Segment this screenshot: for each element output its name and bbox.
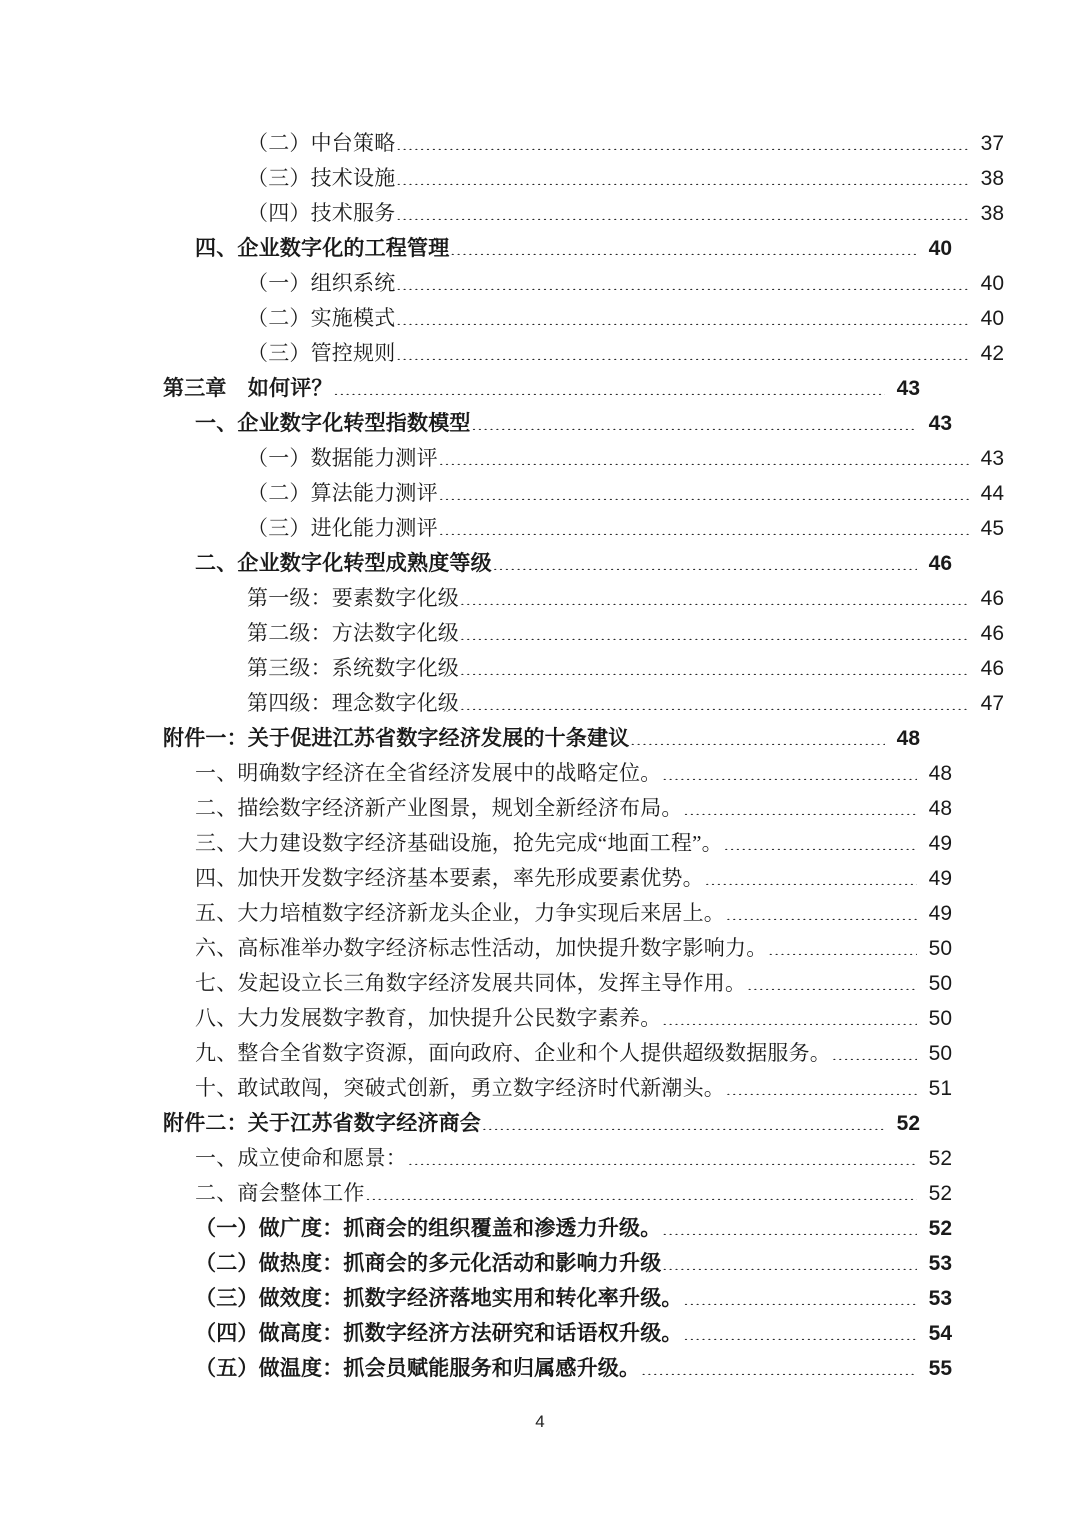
toc-entry-page-number: 52 [928,1147,952,1170]
toc-entry[interactable] [163,476,1004,511]
toc-entry[interactable] [163,1106,920,1141]
toc-leader-dots [630,724,885,745]
toc-entry-page-number: 38 [980,167,1004,190]
toc-entry-page-number: 37 [980,132,1004,155]
toc-entry[interactable] [163,826,952,861]
toc-leader-dots [482,1109,885,1130]
toc-entry[interactable] [163,931,952,966]
toc-entry[interactable] [163,756,952,791]
toc-entry[interactable] [163,1316,952,1351]
toc-entry-page-number: 53 [928,1287,952,1310]
toc-leader-dots [832,1039,917,1060]
toc-leader-dots [641,1354,917,1375]
toc-leader-dots [396,129,969,150]
toc-entry-page-number: 40 [980,272,1004,295]
toc-entry[interactable] [163,1281,952,1316]
toc-leader-dots [472,409,917,430]
toc-entry[interactable] [163,791,952,826]
toc-leader-dots [684,1319,917,1340]
toc-entry[interactable] [163,336,1004,371]
toc-entry-page-number: 49 [928,902,952,925]
toc-entry[interactable] [163,966,952,1001]
toc-leader-dots [684,1284,917,1305]
toc-entry-label: 第四级：理念数字化级 [247,691,459,715]
toc-entry-page-number: 43 [928,412,952,435]
toc-entry-label: （二）实施模式 [247,306,396,330]
toc-leader-dots [439,479,969,500]
toc-entry-label: 一、企业数字化转型指数模型 [195,411,471,435]
toc-entry[interactable] [163,126,1004,161]
toc-entry-page-number: 38 [980,202,1004,225]
toc-leader-dots [396,269,969,290]
toc-leader-dots [460,654,969,675]
toc-entry[interactable] [163,441,1004,476]
toc-entry-label: 二、描绘数字经济新产业图景，规划全新经济布局。 [195,796,683,820]
toc-entry-page-number: 53 [928,1252,952,1275]
toc-leader-dots [460,584,969,605]
toc-entry-label: 四、企业数字化的工程管理 [195,236,450,260]
toc-leader-dots [460,619,969,640]
toc-entry-label: 附件一：关于促进江苏省数字经济发展的十条建议 [163,726,630,750]
toc-entry[interactable] [163,896,952,931]
toc-entry[interactable] [163,231,952,266]
toc-entry[interactable] [163,1351,952,1386]
toc-entry-label: 六、高标准举办数字经济标志性活动，加快提升数字影响力。 [195,936,768,960]
toc-entry-label: （一）数据能力测评 [247,446,438,470]
toc-leader-dots [408,1144,917,1165]
toc-entry-label: 附件二：关于江苏省数字经济商会 [163,1111,481,1135]
toc-entry[interactable] [163,686,1004,721]
toc-entry[interactable] [163,1001,952,1036]
toc-entry-page-number: 55 [928,1357,952,1380]
toc-leader-dots [396,339,969,360]
toc-entry-page-number: 42 [980,342,1004,365]
toc-entry-label: （一）做广度：抓商会的组织覆盖和渗透力升级。 [195,1216,662,1240]
toc-leader-dots [662,1214,917,1235]
toc-entry-label: （一）组织系统 [247,271,396,295]
toc-entry[interactable] [163,651,1004,686]
toc-leader-dots [726,899,917,920]
toc-entry-label: 第三级：系统数字化级 [247,656,459,680]
toc-entry[interactable] [163,861,952,896]
toc-leader-dots [747,969,917,990]
toc-leader-dots [684,794,917,815]
toc-entry-page-number: 49 [928,867,952,890]
toc-entry-page-number: 50 [928,972,952,995]
toc-leader-dots [439,514,969,535]
toc-entry-page-number: 47 [980,692,1004,715]
toc-leader-dots [366,1179,917,1200]
toc-entry-page-number: 52 [928,1217,952,1240]
toc-leader-dots [460,689,969,710]
toc-entry-label: （五）做温度：抓会员赋能服务和归属感升级。 [195,1356,641,1380]
toc-leader-dots [705,864,917,885]
toc-entry-page-number: 45 [980,517,1004,540]
toc-entry-page-number: 46 [980,587,1004,610]
toc-leader-dots [396,199,969,220]
toc-entry[interactable] [163,1141,952,1176]
toc-entry[interactable] [163,1211,952,1246]
toc-leader-dots [662,759,917,780]
toc-entry-label: （三）做效度：抓数字经济落地实用和转化率升级。 [195,1286,683,1310]
toc-entry[interactable] [163,1246,952,1281]
toc-entry-label: （二）算法能力测评 [247,481,438,505]
toc-entry-page-number: 50 [928,937,952,960]
toc-entry-label: 五、大力培植数字经济新龙头企业，力争实现后来居上。 [195,901,725,925]
footer-page-number: 4 [535,1412,545,1431]
toc-leader-dots [768,934,917,955]
toc-leader-dots [439,444,969,465]
toc-entry-label: 十、敢试敢闯，突破式创新，勇立数字经济时代新潮头。 [195,1076,725,1100]
toc-entry-page-number: 50 [928,1007,952,1030]
toc-entry[interactable] [163,196,1004,231]
toc-entry-page-number: 49 [928,832,952,855]
toc-leader-dots [450,234,917,255]
toc-entry-label: 二、企业数字化转型成熟度等级 [195,551,492,575]
toc-entry-page-number: 50 [928,1042,952,1065]
toc-entry-page-number: 51 [928,1077,952,1100]
toc-leader-dots [662,1249,917,1270]
toc-entry-page-number: 46 [980,657,1004,680]
toc-entry-label: 二、商会整体工作 [195,1181,365,1205]
toc-entry-label: 第三章 如何评？ [163,376,333,400]
toc-entry[interactable] [163,161,1004,196]
toc-entry-page-number: 54 [928,1322,952,1345]
toc-entry-label: 第二级：方法数字化级 [247,621,459,645]
toc-entry[interactable] [163,1071,952,1106]
toc-entry-label: （二）中台策略 [247,131,396,155]
toc-leader-dots [334,374,885,395]
toc-entry-page-number: 40 [928,237,952,260]
toc-entry[interactable] [163,371,920,406]
toc-entry-page-number: 40 [980,307,1004,330]
toc-entry[interactable] [163,616,1004,651]
toc-entry-page-number: 46 [928,552,952,575]
toc-entry-page-number: 43 [980,447,1004,470]
toc-entry-label: 八、大力发展数字教育，加快提升公民数字素养。 [195,1006,662,1030]
toc-entry[interactable] [163,546,952,581]
toc-entry-label: 九、整合全省数字资源，面向政府、企业和个人提供超级数据服务。 [195,1041,831,1065]
toc-entry-label: （二）做热度：抓商会的多元化活动和影响力升级 [195,1251,662,1275]
toc-entry-label: 三、大力建设数字经济基础设施，抢先完成“地面工程”。 [195,831,723,855]
toc-entry-label: （三）进化能力测评 [247,516,438,540]
toc-entry-page-number: 46 [980,622,1004,645]
toc-leader-dots [493,549,917,570]
toc-entry-label: 七、发起设立长三角数字经济发展共同体，发挥主导作用。 [195,971,747,995]
toc-leader-dots [396,164,969,185]
toc-entry-label: （三）技术设施 [247,166,396,190]
toc-entry-page-number: 52 [896,1112,920,1135]
table-of-contents [163,126,1004,1386]
toc-entry-page-number: 43 [896,377,920,400]
toc-entry-page-number: 48 [928,797,952,820]
toc-entry[interactable] [163,511,1004,546]
toc-entry-page-number: 48 [896,727,920,750]
toc-entry[interactable] [163,301,1004,336]
toc-leader-dots [726,1074,917,1095]
toc-entry[interactable] [163,406,952,441]
toc-leader-dots [724,829,917,850]
toc-entry[interactable] [163,721,920,756]
toc-leader-dots [396,304,969,325]
toc-entry[interactable] [163,266,1004,301]
toc-entry-label: 第一级：要素数字化级 [247,586,459,610]
toc-entry[interactable] [163,581,1004,616]
toc-entry-label: （四）技术服务 [247,201,396,225]
toc-entry-label: 四、加快开发数字经济基本要素，率先形成要素优势。 [195,866,704,890]
toc-entry[interactable] [163,1176,952,1211]
toc-entry-page-number: 44 [980,482,1004,505]
toc-entry-page-number: 52 [928,1182,952,1205]
toc-entry-label: 一、明确数字经济在全省经济发展中的战略定位。 [195,761,662,785]
toc-entry-label: （四）做高度：抓数字经济方法研究和话语权升级。 [195,1321,683,1345]
toc-entry-page-number: 48 [928,762,952,785]
toc-entry-label: （三）管控规则 [247,341,396,365]
toc-entry-label: 一、成立使命和愿景： [195,1146,407,1170]
toc-leader-dots [662,1004,917,1025]
toc-entry[interactable] [163,1036,952,1071]
